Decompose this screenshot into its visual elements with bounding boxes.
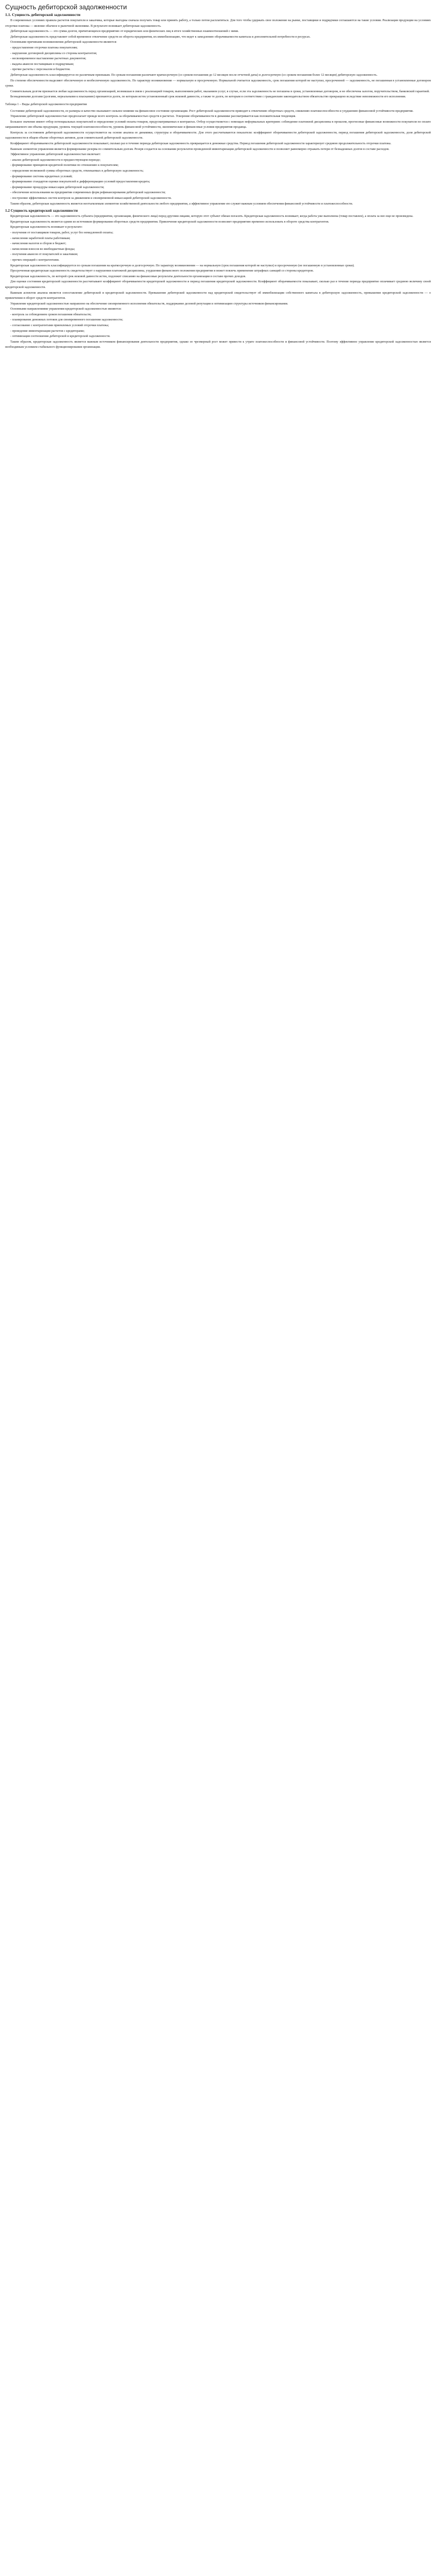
section-1b-list-item: - формирование принципов кредитной политики по отношению к покупателям;: [10, 163, 119, 167]
section-2-list-item: - планирование денежных потоков для своевременного погашения задолженности;: [10, 318, 123, 322]
section-2-body: [5, 214, 431, 350]
section-1-paragraph: Дебиторская задолженность представляет собой временное отвлечение средств из оборота предприятия, их иммобилизацию, что ведет к замедлению оборачиваемости капитала и дополнительной потребности в ресурсах.: [10, 35, 311, 39]
section-1b-list-item: - формирование стандартов оценки покупателей и дифференциацию условий предоставления кредита;: [10, 180, 150, 184]
section-1b-paragraph: Состояние дебиторской задолженности, ее размеры и качество оказывают сильное влияние на финансовое состояние организации. Рост дебиторской задолженности приводит к отвлечению оборотных средств, снижению платежеспособности и ухудшению финансовой устойчивости предприятия.: [10, 109, 414, 113]
section-1-list-item: - прочие расчеты с персоналом и бюджетом.: [10, 67, 71, 72]
section-2-list-item: - прочих операций с контрагентами.: [10, 258, 60, 262]
section-1b-paragraph: Таким образом, дебиторская задолженность является неотъемлемым элементом хозяйственной деятельности любого предприятия, а эффективное управление ею служит важным условием обеспечения финансовой устойчивости и платежеспособности.: [10, 201, 353, 206]
section-2-list-item: - проведение инвентаризации расчетов с кредиторами;: [10, 329, 85, 333]
section-1-body: [5, 18, 431, 100]
section-1b-paragraph: Важным элементом управления является формирование резерва по сомнительным долгам. Резерв создается на основании результатов проведенной инвентаризации дебиторской задолженности и позволяет равномерно отражать потери от безнадежных долгов в составе расходов.: [10, 147, 390, 151]
section-1-list-item: - несвоевременное выставление расчетных документов;: [10, 57, 86, 61]
section-1b-paragraph: Контроль за состоянием дебиторской задолженности осуществляется на основе анализа ее динамики, структуры и оборачиваемости. Для этого рассчитываются показатели: коэффициент оборачиваемости дебиторской задолженности, период погашения дебиторской задолженности, доля дебиторской задолженности в общем объеме оборотных активов, доля сомнительной дебиторской задолженности.: [5, 130, 431, 140]
section-2-list-item: - получения авансов от покупателей и заказчиков;: [10, 252, 78, 257]
section-1b-list-item: - определение возможной суммы оборотных средств, отвлекаемых в дебиторскую задолженность;: [10, 169, 144, 173]
section-1-paragraph: В современных условиях правила расчетов покупателя и заказчика, которые выгодны сначала получать товар или принять работу, а только потом расплатиться. Для того чтобы удержать свое положение на рынке, поставщики и подрядчики соглашаются на такие условия. Реализация продукции на условиях отсрочки платежа — явление обычное в рыночной экономике. В результате возникает дебиторская задолженность.: [5, 19, 431, 28]
section-1-paragraph: Дебиторская задолженность классифицируется по различным признакам. По срокам погашения различают краткосрочную (со сроком погашения до 12 месяцев после отчетной даты) и долгосрочную (со сроком погашения более 12 месяцев) дебиторскую задолженность.: [10, 73, 378, 77]
document-title: Сущность дебиторской задолженности: [5, 3, 127, 11]
section-2-list-item: - оптимизация соотношения дебиторской и кредиторской задолженности.: [10, 334, 111, 338]
document-page: [0, 0, 436, 361]
section-1b-list-item: - построение эффективных систем контроля за движением и своевременной инкассацией дебиторской задолженности.: [10, 196, 172, 200]
section-2-list-item: - согласование с контрагентами приемлемых условий отсрочки платежа;: [10, 324, 109, 328]
section-2-list-item: - получения от поставщиков товаров, работ, услуг без немедленной оплаты;: [10, 230, 114, 234]
section-1b-list-item: - формирование процедуры инкассации дебиторской задолженности;: [10, 185, 104, 189]
section-2-paragraph: Кредиторская задолженность является одним из источников формирования оборотных средств предприятия. Привлечение кредиторской задолженности позволяет предприятию временно использовать в обороте средства контрагентов.: [10, 219, 329, 224]
section-2-paragraph: Для оценки состояния кредиторской задолженности рассчитывают коэффициент оборачиваемости кредиторской задолженности и период погашения кредиторской задолженности. Коэффициент оборачиваемости показывает, сколько раз в течение периода предприятие оплачивает среднюю величину своей кредиторской задолженности.: [5, 280, 431, 289]
section-2-paragraph: Таким образом, кредиторская задолженность является важным источником финансирования деятельности предприятия, однако ее чрезмерный рост может привести к утрате платежеспособности и финансовой устойчивости. Поэтому эффективное управление кредиторской задолженностью является необходимым условием стабильного функционирования организации.: [5, 340, 431, 349]
section-2-list-item: - начисления взносов во внебюджетные фонды;: [10, 247, 75, 251]
section-2-paragraph: Основными направлениями управления кредиторской задолженностью являются:: [10, 307, 122, 311]
section-1-paragraph: По степени обеспеченности выделяют обеспеченную и необеспеченную задолженность. По характеру возникновения — нормальную и просроченную. Нормальной считается задолженность, срок погашения которой не наступил, просроченной — задолженность, не погашенная в установленные договором сроки.: [5, 78, 431, 88]
section-2-paragraph: Важным аспектом анализа является сопоставление дебиторской и кредиторской задолженности. Превышение дебиторской задолженности над кредиторской свидетельствует об иммобилизации собственного капитала в дебиторскую задолженность, превышение кредиторской задолженности — о привлечении в оборот средств контрагентов.: [5, 291, 431, 300]
section-1-paragraph: Безнадежными долгами (долгами, нереальными к взысканию) признаются долги, по которым истек установленный срок исковой давности, а также те долги, по которым в соответствии с гражданским законодательством обязательство прекращено вследствие невозможности его исполнения.: [10, 95, 406, 99]
section-1-list-item: - нарушение договорной дисциплины со стороны контрагентов;: [10, 51, 97, 55]
section-1-paragraph: Дебиторская задолженность — это сумма долгов, причитающихся предприятию от юридических или физических лиц в итоге хозяйственных взаимоотношений с ними.: [10, 29, 239, 33]
section-1-body-after-table: [5, 109, 431, 207]
section-2-list-item: - контроль за соблюдением сроков погашения обязательств;: [10, 312, 92, 316]
section-2-paragraph: Кредиторская задолженность — это задолженность субъекта (предприятия, организации, физического лица) перед другими лицами, которую этот субъект обязан погасить. Кредиторская задолженность возникает, когда работа уже выполнена (товар поставлен), а оплата за нее еще не произведена.: [10, 214, 413, 218]
section-1-paragraph: Сомнительным долгом признается любая задолженность перед организацией, возникшая в связи с реализацией товаров, выполнением работ, оказанием услуг, в случае, если эта задолженность не погашена в сроки, установленные договором, и не обеспечена залогом, поручительством, банковской гарантией.: [10, 89, 430, 93]
section-1-paragraph: Основными причинами возникновения дебиторской задолженности являются:: [10, 40, 117, 44]
section-2-list-item: - начисления заработной платы работникам;: [10, 236, 71, 240]
section-2-paragraph: Кредиторская задолженность возникает в результате:: [10, 225, 83, 229]
section-1-list-item: - выдача авансов поставщикам и подрядчикам;: [10, 62, 74, 66]
table-caption: Таблица 1 – Виды дебиторской задолженности предприятия: [5, 102, 87, 106]
section-2-paragraph: Просроченная кредиторская задолженность свидетельствует о нарушении платежной дисциплины, ухудшении финансового положения предприятия и может повлечь применение штрафных санкций со стороны кредиторов.: [10, 269, 314, 273]
section-1b-paragraph: Большое значение имеют отбор потенциальных покупателей и определение условий оплаты товаров, предусматриваемых в контрактах. Отбор осуществляется с помощью неформальных критериев: соблюдение платежной дисциплины в прошлом, прогнозные финансовые возможности покупателя по оплате запрашиваемого им объема продукции, уровень текущей платежеспособности, уровень финансовой устойчивости, экономические и финансовые условия предприятия-продавца.: [5, 120, 431, 129]
section-2-list-item: - начисления налогов и сборов в бюджет;: [10, 242, 66, 246]
section-1-list-item: - предоставление отсрочки платежа покупателям;: [10, 45, 78, 49]
section-2-paragraph: Кредиторская задолженность классифицируется по срокам погашения на краткосрочную и долгосрочную. По характеру возникновения — на нормальную (срок погашения которой не наступил) и просроченную (не погашенную в установленные сроки).: [10, 263, 355, 267]
section-1b-list-item: - формирование системы кредитных условий;: [10, 174, 73, 178]
section-2-paragraph: Кредиторская задолженность, по которой срок исковой давности истек, подлежит списанию на финансовые результаты деятельности организации в составе прочих доходов.: [10, 274, 246, 278]
section-1b-paragraph: Управление дебиторской задолженностью предполагает прежде всего контроль за оборачиваемостью средств в расчетах. Ускорение оборачиваемости в динамике рассматривается как положительная тенденция.: [10, 114, 296, 118]
section-2-heading: 1.2 Сущность кредиторской задолженности: [5, 209, 78, 213]
section-1b-list-item: - обеспечение использования на предприятии современных форм рефинансирования дебиторской задолженности;: [10, 191, 166, 195]
section-2-paragraph: Управление кредиторской задолженностью направлено на обеспечение своевременного исполнения обязательств, поддержание деловой репутации и оптимизацию структуры источников финансирования.: [10, 301, 288, 306]
section-1-heading: 1.1. Сущность дебиторской задолженности: [5, 12, 81, 17]
section-1b-list-item: - анализ дебиторской задолженности в предшествующем периоде;: [10, 158, 101, 162]
section-1b-paragraph: Эффективное управление дебиторской задолженностью включает:: [10, 152, 101, 157]
section-1b-paragraph: Коэффициент оборачиваемости дебиторской задолженности показывает, сколько раз в течение периода дебиторская задолженность превращается в денежные средства. Период погашения дебиторской задолженности характеризует среднюю продолжительность отсрочки платежа.: [10, 142, 392, 146]
